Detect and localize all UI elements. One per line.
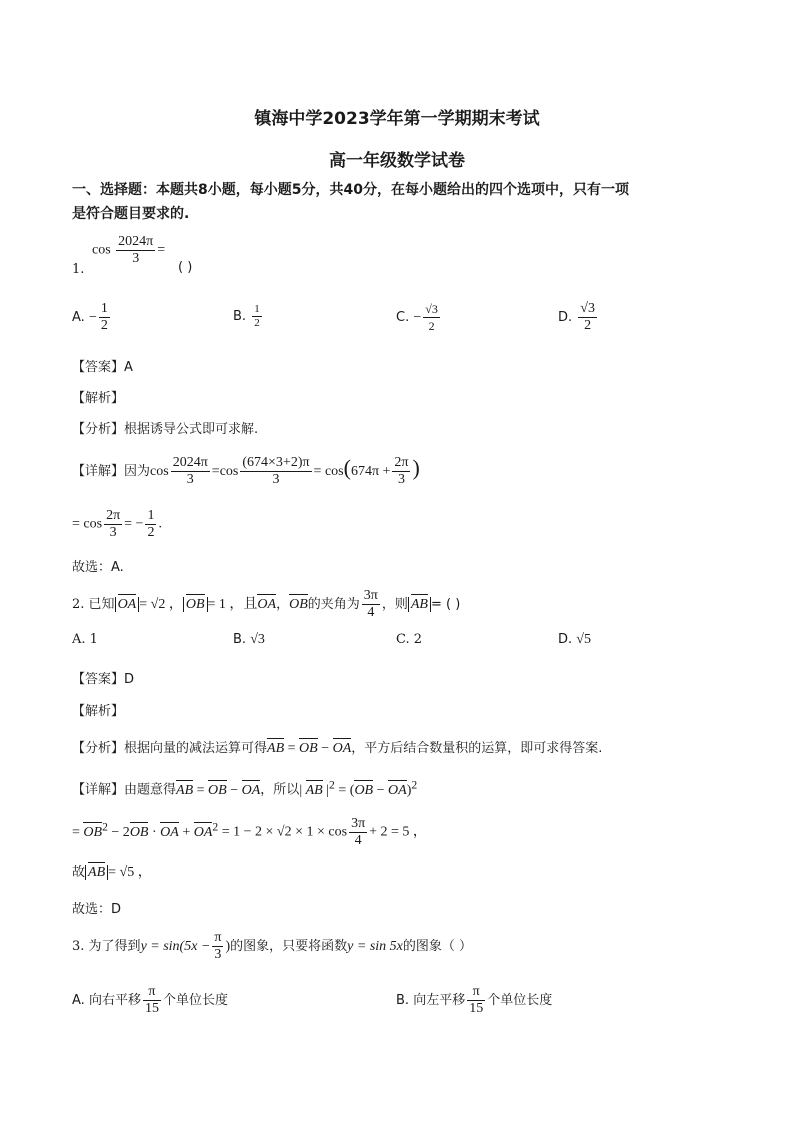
q1-option-a-num: 1 xyxy=(100,301,108,316)
q1-analysis-text: 根据诱导公式即可求解. xyxy=(124,422,259,437)
q2-abs-ab2 xyxy=(85,865,108,880)
q1-detail-step2b: 674π + xyxy=(350,464,391,479)
q1-option-a-den: 2 xyxy=(100,318,108,333)
q1-option-b-den: 2 xyxy=(254,317,260,329)
q3-func-num: π xyxy=(214,930,222,945)
q2-answer-value: D xyxy=(124,672,135,687)
q1-line2-res-num: 1 xyxy=(147,508,155,523)
q1-option-d-num: √3 xyxy=(580,301,595,316)
q1-option-d-den: 2 xyxy=(584,318,592,333)
q3-option-b xyxy=(396,984,552,1017)
q3-option-b-text: 向左平移 xyxy=(413,993,466,1008)
q1-analysis xyxy=(72,418,258,437)
q1-paren: ( ) xyxy=(178,260,193,275)
q1-option-c-label: C. xyxy=(396,310,410,325)
q1-option-a xyxy=(72,301,112,334)
q3-number: 3. xyxy=(72,939,85,954)
q2-abs-oa xyxy=(115,597,140,612)
q2-paren: = ( ) xyxy=(430,597,461,612)
q2-detail-line2: = $OB^2 - 2OB$ · OA + $OA^2 = 1 - 2 \times √2 \times 1 \times \cos$ $\frac{3\pi}{4}$ + 2 = 5 ， xyxy=(72,816,427,848)
q1-detail-frac2 xyxy=(240,455,311,488)
q2-analysis: 【分析】根据向量的减法运算可得AB = OB − OA，平方后结合数量积的运算，即可求得答案. xyxy=(72,741,603,756)
exam-subtitle: 高一年级数学试卷 xyxy=(329,151,465,171)
q2-abs-ob xyxy=(183,597,208,612)
q1-option-a-label: A. xyxy=(72,310,85,325)
q2-comma: ， xyxy=(276,597,290,612)
q1-detail-frac1 xyxy=(171,455,210,488)
q1-detail-num2: (674×3+2)π xyxy=(242,455,310,470)
q3-option-a-num: π xyxy=(143,984,161,1001)
q2-detail-a: 由题意得 xyxy=(124,782,177,798)
exam-title: 镇海中学2023学年第一学期期末考试 xyxy=(254,109,540,129)
q3-option-a xyxy=(72,984,228,1017)
q1-num: 2024π xyxy=(118,234,154,249)
q1-option-b-label: B. xyxy=(233,309,247,324)
q2-line2-b: + 2 = 5 ， xyxy=(369,824,427,840)
q1-fraction xyxy=(116,234,155,267)
q3-func-a: y = sin(5x − xyxy=(140,939,211,954)
q1-detail-text: 因为 xyxy=(124,464,151,479)
q2-option-d xyxy=(558,632,591,648)
q1-option-b-frac xyxy=(252,303,262,330)
q2-detail: 【详解】由题意得AB = OB − OA，所以| AB $|^2 = (OB - OA)^2$ xyxy=(72,778,418,798)
q2-vec-oa2: OA xyxy=(257,597,277,612)
q1-choose: 故选：A. xyxy=(72,560,124,575)
q2-text-then: ，则 xyxy=(381,597,408,612)
q2-option-a: A. 1 xyxy=(72,632,98,647)
q3-text-b: 的图象，只要将函数 xyxy=(230,939,348,954)
q2-vec-ab2: AB xyxy=(88,865,106,880)
q2-line2-den: 4 xyxy=(354,833,362,848)
q2-stem xyxy=(72,588,460,621)
q2-text-a: 已知 xyxy=(88,597,115,612)
q1-eq: = xyxy=(157,242,166,258)
q1-detail-cos2: cos xyxy=(219,464,239,479)
q3-option-b-unit: 个单位长度 xyxy=(487,993,553,1008)
q1-option-a-sign: − xyxy=(88,310,97,325)
q1-detail-den2: 3 xyxy=(272,472,280,487)
q1-option-d-frac xyxy=(578,301,597,334)
q1-detail-step2a: = cos xyxy=(313,464,344,479)
q2-angle-den: 4 xyxy=(367,605,375,620)
q2-eq-1: = 1 ，且 xyxy=(207,597,258,612)
q2-number: 2. xyxy=(72,597,85,612)
q1-detail-tag: 【详解】 xyxy=(72,464,125,479)
q2-gu-res: = √5 ， xyxy=(108,865,152,880)
q3-option-a-frac xyxy=(143,984,161,1017)
q3-text-a: 为了得到 xyxy=(88,939,141,954)
q1-option-c-sign: − xyxy=(413,310,422,325)
q2-option-b-label: B. xyxy=(233,632,247,647)
q1-detail-den3: 3 xyxy=(397,472,405,487)
q3-text-c: 的图象（ ） xyxy=(402,939,473,954)
q1-line2-num: 2π xyxy=(106,508,121,523)
q3-func-den: 3 xyxy=(214,947,222,962)
q1-detail-den1: 3 xyxy=(186,472,194,487)
q2-option-c: C. 2 xyxy=(396,632,423,647)
q2-text-angle: 的夹角为 xyxy=(307,597,360,612)
q1-line2-den: 3 xyxy=(109,525,117,540)
q2-conclusion xyxy=(72,861,152,881)
q1-option-d-label: D. xyxy=(558,310,573,325)
q2-analysis-a: 根据向量的减法运算可得 xyxy=(124,741,268,756)
q2-jiexi: 【解析】 xyxy=(72,704,125,719)
q1-option-c-frac xyxy=(423,301,440,334)
q1-number: 1. xyxy=(72,262,85,277)
q1-option-d xyxy=(558,301,599,334)
q2-choose: 故选：D xyxy=(72,902,122,917)
q1-detail-num3: 2π xyxy=(394,455,409,470)
q1-detail: 【详解】因为cos $\frac{2024\pi}{3}$ =cos $\frac{(674\times 3+2)\pi}{3}$ = cos(674π + $\frac{2\pi}{3}$ ) xyxy=(72,455,420,487)
q3-option-a-den: 15 xyxy=(144,1001,159,1016)
q2-answer xyxy=(72,668,134,687)
q2-line2-a: = 1 − 2 × √2 × 1 × cos xyxy=(221,824,348,840)
q2-angle-num: 3π xyxy=(363,588,378,603)
q2-option-d-value: √5 xyxy=(576,632,591,647)
q1-line2-frac xyxy=(104,508,122,541)
section-heading-cont: 是符合题目要求的. xyxy=(72,206,190,222)
q1-option-c xyxy=(396,301,442,334)
q3-stem xyxy=(72,930,472,963)
q2-analysis-b: ，平方后结合数量积的运算，即可求得答案. xyxy=(351,741,603,756)
q2-detail-tag: 【详解】 xyxy=(72,782,125,798)
q2-option-b-value: √3 xyxy=(250,632,265,647)
q1-answer xyxy=(72,356,133,375)
q3-option-a-text: 向右平移 xyxy=(88,993,141,1008)
q2-vec-ab: AB xyxy=(410,597,428,612)
q1-option-c-den: 2 xyxy=(428,319,435,333)
q2-analysis-tag: 【分析】 xyxy=(72,741,125,756)
q1-line2-res xyxy=(145,508,156,541)
q3-option-a-unit: 个单位长度 xyxy=(162,993,228,1008)
q1-detail-frac3 xyxy=(392,455,410,488)
q1-analysis-tag: 【分析】 xyxy=(72,422,125,437)
q3-option-b-frac xyxy=(467,984,485,1017)
q1-line2-res-den: 2 xyxy=(147,525,155,540)
q2-detail-b: ，所以 xyxy=(260,782,300,798)
q2-vec-oa: OA xyxy=(117,597,137,612)
q2-option-d-label: D. xyxy=(558,632,573,647)
q3-func-b: ) xyxy=(225,939,231,954)
q2-gu: 故 xyxy=(72,865,86,880)
q2-line2-num: 3π xyxy=(351,816,366,831)
q2-option-b xyxy=(233,632,265,648)
q3-option-a-label: A. xyxy=(72,993,85,1008)
q2-eq-sqrt2: = √2 ， xyxy=(139,597,183,612)
q2-answer-tag: 【答案】 xyxy=(72,672,125,687)
q3-option-b-num: π xyxy=(467,984,485,1001)
q1-option-c-num: √3 xyxy=(425,302,438,316)
q1-detail-cos: cos xyxy=(150,464,169,479)
q1-expression xyxy=(92,234,165,267)
q1-option-b-num: 1 xyxy=(254,303,260,315)
q1-den: 3 xyxy=(132,251,140,266)
q1-answer-tag: 【答案】 xyxy=(72,360,125,375)
q1-detail-num1: 2024π xyxy=(172,455,208,470)
q1-jiexi: 【解析】 xyxy=(72,391,125,406)
q3-option-b-den: 15 xyxy=(469,1001,484,1016)
q3-func2: y = sin 5x xyxy=(347,939,403,954)
q1-detail-line2: = cos $\frac{2\pi}{3}$ = − $\frac{1}{2}$ . xyxy=(72,508,162,540)
q1-cos: cos xyxy=(92,242,111,258)
q3-option-b-label: B. xyxy=(396,993,410,1008)
q1-option-a-frac xyxy=(99,301,110,334)
q2-angle-frac xyxy=(362,588,380,621)
q1-answer-value: A xyxy=(124,360,133,375)
q2-vec-ob2: OB xyxy=(289,597,308,612)
q3-func-frac xyxy=(212,930,223,963)
q1-option-b xyxy=(233,303,264,330)
q2-abs-ab xyxy=(408,597,431,612)
section-heading: 一、选择题：本题共8小题，每小题5分，共40分，在每小题给出的四个选项中，只有一项 xyxy=(72,182,629,198)
q2-line2-frac xyxy=(349,816,367,849)
q2-vec-ob: OB xyxy=(185,597,205,612)
